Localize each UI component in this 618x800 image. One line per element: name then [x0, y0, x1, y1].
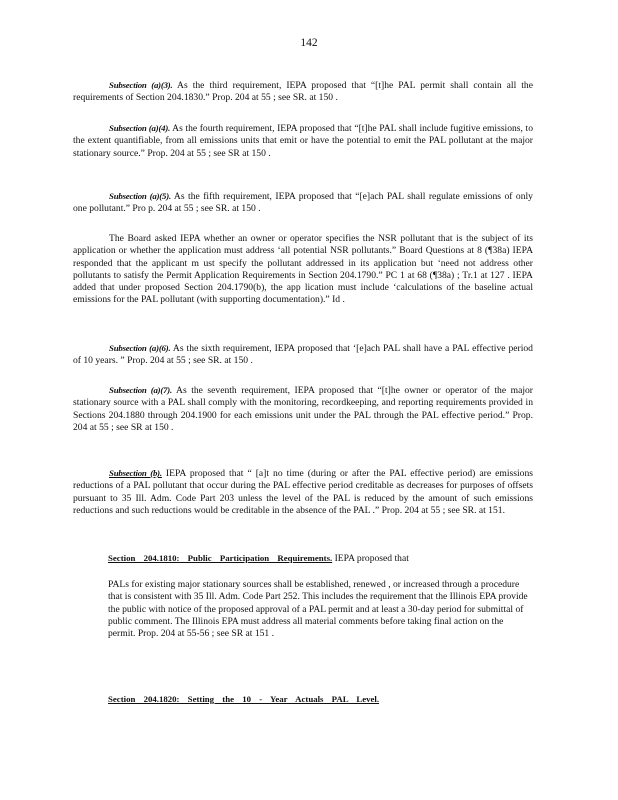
subsection-label: Subsection (b). — [109, 468, 162, 478]
paragraph-text: As the seventh requirement, IEPA proposed that “[t]he owner or operator of the major stationary source with a PAL shall comply with the monitoring, recordkeeping, and reporting requirements provided in Sections 204.1880 through 204.1900 for each emissions unit under the PAL through the PAL effective period.” Prop. 204 at 55 ; see SR at 150 . — [73, 385, 533, 433]
section-title: Section 204.1810: Public Participation Requirements. — [108, 553, 333, 563]
subsection-label: Subsection (a)(6). — [109, 343, 171, 353]
paragraph-board-question — [73, 233, 533, 307]
paragraph-text: As the third requirement, IEPA proposed that “[t]he PAL permit shall contain all the requirements of Section 204.1830.” Prop. 204 at 55 ; see SR. at 150 . — [73, 80, 533, 104]
subsection-label: Subsection (a)(5). — [109, 191, 171, 201]
subsection-label: Subsection (a)(7). — [109, 385, 173, 395]
paragraph-text: As the fourth requirement, IEPA proposed that “[t]he PAL shall include fugitive emissions, to the extent quantifiable, from all emissions units that emit or have the potential to emit the PAL pollutant at the major stationary source.” Prop. 204 at 55 ; see SR at 150 . — [73, 123, 533, 159]
paragraph-subsection-b — [73, 467, 533, 517]
page-number: 142 — [300, 37, 318, 49]
paragraph-subsection-a5 — [73, 190, 533, 216]
section-title: Section 204.1820: Setting the 10 - Year Actuals PAL Level. — [108, 694, 380, 704]
section-1810-body: PALs for existing major stationary sources shall be established, renewed , or increased through a procedure that is consistent with 35 Ill. Adm. Code Part 252. This includes the requirement that the Illinois EPA provide the public with notice of the proposed approval of a PAL permit and at least a 30-day period for submittal of public comment. The Illinois EPA must address all material comments before taking final action on the permit. Prop. 204 at 55-56 ; see SR at 151 . — [108, 579, 528, 640]
subsection-label: Subsection (a)(4). — [109, 123, 171, 133]
subsection-label: Subsection (a)(3). — [109, 80, 173, 90]
paragraph-text: As the sixth requirement, IEPA proposed that ‘[e]ach PAL shall have a PAL effective period of 10 years. ” Prop. 204 at 55 ; see SR. at 150 . — [73, 343, 533, 367]
paragraph-subsection-a3 — [73, 79, 533, 105]
section-1820-heading — [108, 693, 533, 706]
section-1810-heading — [108, 552, 533, 565]
paragraph-subsection-a4 — [73, 122, 533, 160]
paragraph-text: As the fifth requirement, IEPA proposed that “[e]ach PAL shall regulate emissions of only one pollutant.” Pro p. 204 at 55 ; see SR. at 150 . — [73, 191, 533, 215]
paragraph-text: The Board asked IEPA whether an owner or operator specifies the NSR pollutant that is the subject of its application or whether the application must address ‘all potential NSR pollutants.” Board Questions at 8 (¶38a) IEPA responded that the applicant m ust specify the pollutant addressed in its application but ‘need not address other pollutants to satisfy the Permit Application Requirements in Section 204.1790.” PC 1 at 68 (¶38a) ; Tr.1 at 127 . IEPA added that under proposed Section 204.1790(b), the app lication must include ‘calculations of the baseline actual emissions for the PAL pollutant (with supporting documentation).” Id . — [73, 233, 533, 306]
paragraph-text: IEPA proposed that “ [a]t no time (during or after the PAL effective period) are emissions reductions of a PAL pollutant that occur during the PAL effective period creditable as decreases for purposes of offsets pursuant to 35 Ill. Adm. Code Part 203 unless the level of the PAL is reduced by the amount of such emissions reductions and such reductions would be creditable in the absence of the PAL .” Prop. 204 at 55 ; see SR. at 151. — [73, 468, 533, 516]
section-lead: IEPA proposed that — [334, 553, 409, 564]
paragraph-subsection-a6 — [73, 342, 533, 368]
paragraph-subsection-a7 — [73, 384, 533, 434]
